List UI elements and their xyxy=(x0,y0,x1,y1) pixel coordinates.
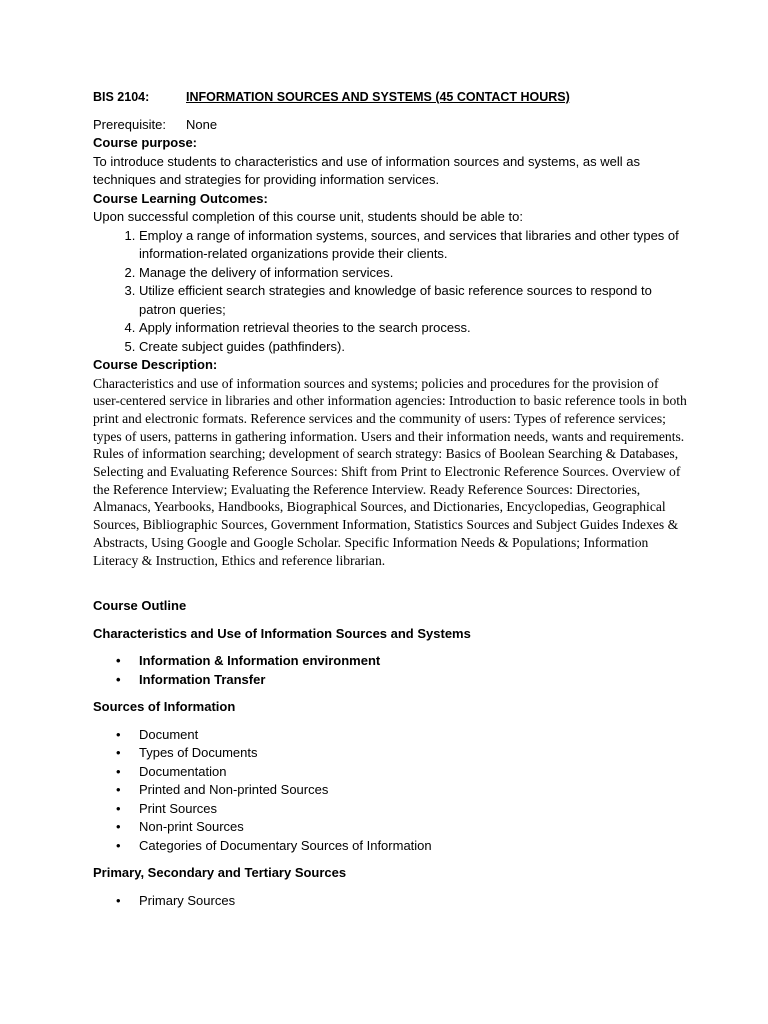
list-item: • Types of Documents xyxy=(93,744,688,763)
section-list xyxy=(93,726,688,856)
purpose-text: To introduce students to characteristics and use of information sources and systems, as well as techniques and strategies for providing information services. xyxy=(93,153,640,187)
prerequisite-label: Prerequisite: xyxy=(93,116,166,132)
description-text: Characteristics and use of information sources and systems; policies and procedures for the provision of user-centered service in libraries and other information agencies: Introduction to basic reference tools in both print and electronic formats. Reference services and the community of users: Types of reference services; types of users, patterns in gathering information. Users and their information needs, wants and requirements. Rules of information searching; development of search strategy: Basics of Boolean Searching & Databases, Selecting and Evaluating Reference Sources: Shift from Print to Electronic Reference Sources. Overview of the Reference Interview; Evaluating the Reference Interview. Ready Reference Sources: Directories, Almanacs, Yearbooks, Handbooks, Biographical Sources, and Dictionaries, Encyclopedias, Geographical Sources, Bibliographic Sources, Government Information, Statistics Sources and Subject Guides Indexes & Abstracts, Using Google and Google Scholar. Specific Information Needs & Populations; Information Literacy & Instruction, Ethics and reference librarian. xyxy=(93,375,687,568)
outcomes-list xyxy=(93,227,688,357)
course-code: BIS 2104: xyxy=(93,90,150,104)
outcome-item: 1. Employ a range of information systems, sources, and services that libraries and other types of information-related organizations provide their clients. xyxy=(139,227,688,264)
description-heading: Course Description: xyxy=(93,357,218,372)
outcomes-intro: Upon successful completion of this course unit, students should be able to: xyxy=(93,209,523,224)
list-item: • Categories of Documentary Sources of Information xyxy=(93,837,688,856)
section-list xyxy=(93,892,688,911)
list-item: • Printed and Non-printed Sources xyxy=(93,781,688,800)
section-heading: Sources of Information xyxy=(93,699,236,715)
outline-heading: Course Outline xyxy=(93,598,187,614)
outcome-item: 2. Manage the delivery of information services. xyxy=(139,264,688,283)
prerequisite-value: None xyxy=(186,116,218,132)
list-item: • Print Sources xyxy=(93,800,688,819)
outcome-item: 3. Utilize efficient search strategies and knowledge of basic reference sources to respond to patron queries; xyxy=(139,282,688,319)
course-title: INFORMATION SOURCES AND SYSTEMS (45 CONTACT HOURS) xyxy=(186,90,570,104)
section-list xyxy=(93,652,688,689)
section-heading: Primary, Secondary and Tertiary Sources xyxy=(93,865,347,881)
list-item: • Information Transfer xyxy=(93,671,688,690)
purpose-heading: Course purpose: xyxy=(93,135,198,150)
prerequisite-line xyxy=(93,116,688,135)
section-heading: Characteristics and Use of Information Sources and Systems xyxy=(93,625,471,641)
list-item: • Primary Sources xyxy=(93,892,688,911)
list-item: • Information & Information environment xyxy=(93,652,688,671)
list-item: • Document xyxy=(93,726,688,745)
outcome-item: 5. Create subject guides (pathfinders). xyxy=(139,338,688,357)
outcome-item: 4. Apply information retrieval theories to the search process. xyxy=(139,319,688,338)
list-item: • Non-print Sources xyxy=(93,818,688,837)
course-title-line xyxy=(93,88,688,107)
list-item: • Documentation xyxy=(93,763,688,782)
outcomes-heading: Course Learning Outcomes: xyxy=(93,190,268,206)
